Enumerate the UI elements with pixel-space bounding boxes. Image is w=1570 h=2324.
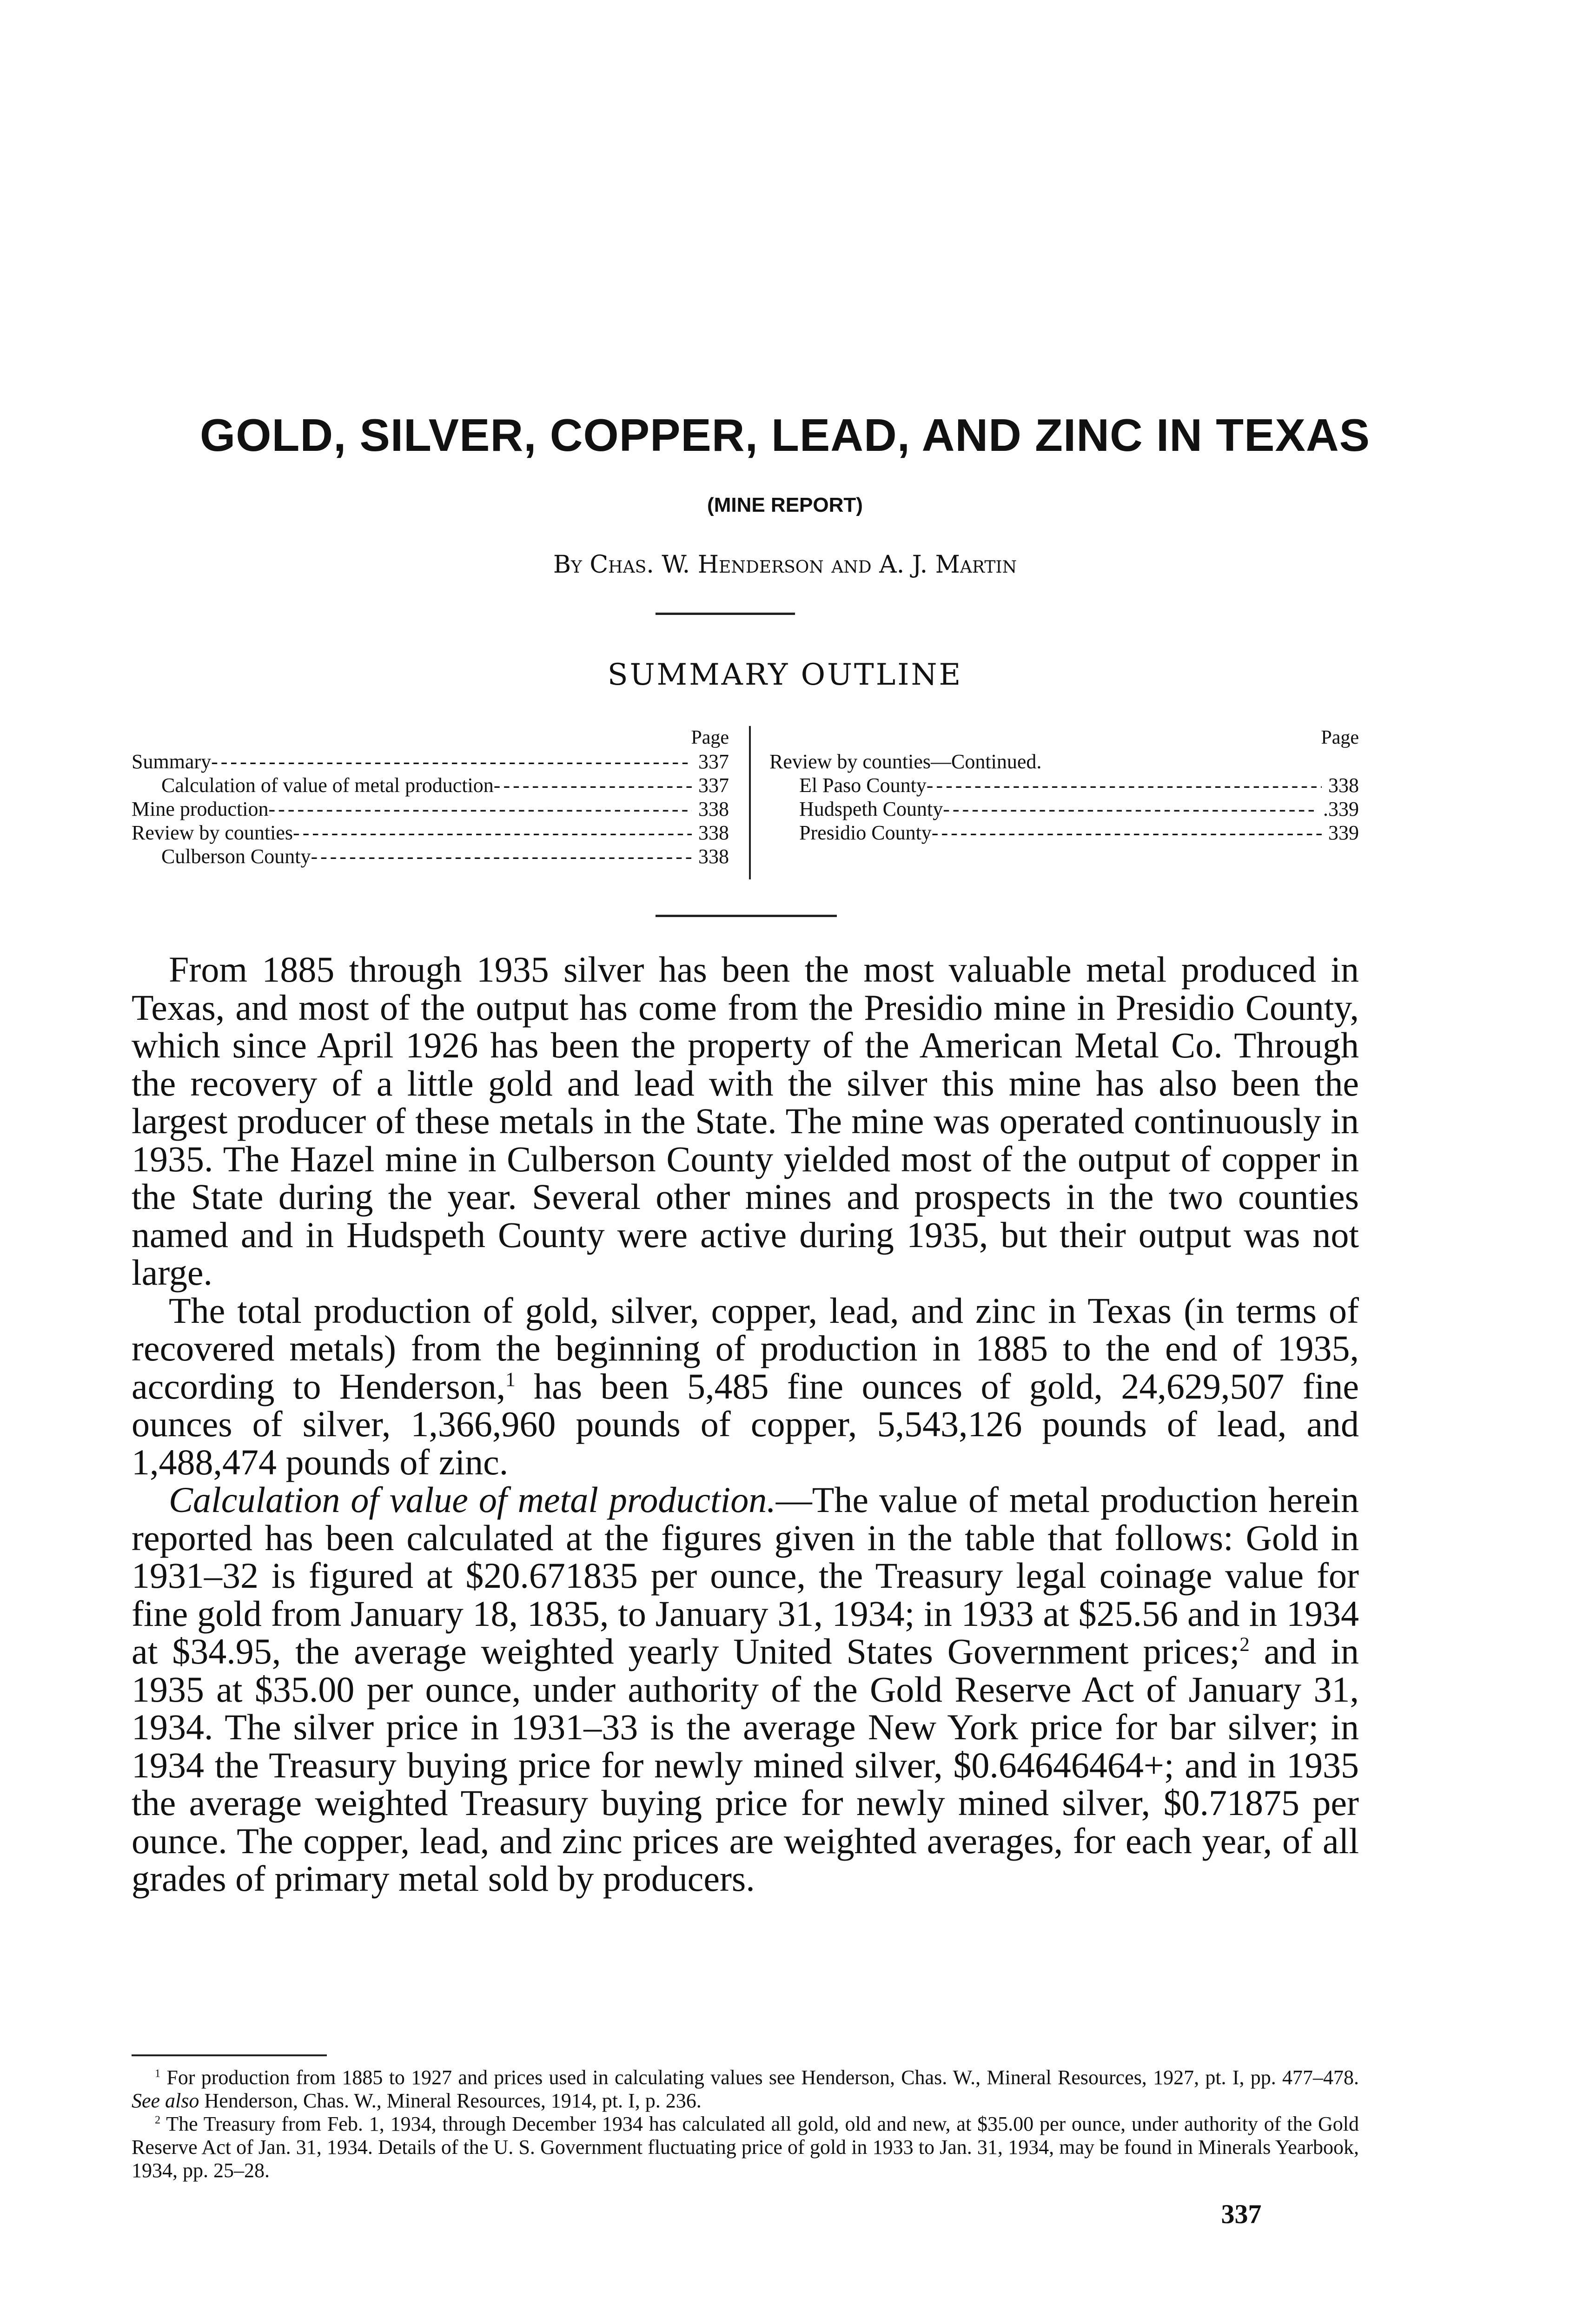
separator-rule <box>656 915 837 917</box>
footnote: $^2$ The Treasury from Feb. 1, 1934, through December 1934 has calculated all gold, old and new, at $35.00 per ounce, under authority of the Gold Reserve Act of Jan. 31, 1934. Details of the U. S. Government fluctuating price of gold in 1933 to Jan. 31, 1934, may be found in Minerals Yearbook, 1934, pp. 25–28. <box>132 2113 1359 2182</box>
page-subtitle: (MINE REPORT) <box>707 494 863 516</box>
page-title: GOLD, SILVER, COPPER, LEAD, AND ZINC IN TEXAS <box>200 409 1370 461</box>
toc-entry[interactable] <box>132 750 729 773</box>
toc-entry-label: Summary <box>132 750 212 773</box>
body-text <box>132 951 1359 1898</box>
toc-entry[interactable] <box>132 797 729 821</box>
outline-heading: SUMMARY OUTLINE <box>607 658 963 692</box>
footnote-ref[interactable]: 2 <box>1239 1634 1250 1656</box>
toc-entry-page: 337 <box>698 774 729 797</box>
toc-entry-page: 337 <box>698 750 729 773</box>
page-number: 337 <box>1221 2199 1262 2229</box>
author-byline: By Chas. W. Henderson and A. J. Martin <box>553 551 1017 579</box>
toc-entry-page: 339 <box>1328 821 1359 844</box>
footnotes <box>132 2066 1359 2182</box>
toc-entry-label: Mine production <box>132 798 269 820</box>
toc-entry-page: 338 <box>1328 774 1359 797</box>
toc-right-column <box>769 726 1359 845</box>
footnote-ref[interactable]: 1 <box>505 1368 516 1391</box>
separator-rule <box>656 613 795 615</box>
toc-entry-page: 338 <box>698 821 729 844</box>
toc-entry[interactable] <box>769 797 1359 821</box>
toc-entry[interactable] <box>132 821 729 845</box>
toc-page-header: Page <box>691 727 729 748</box>
toc-entry[interactable] <box>769 821 1359 845</box>
paragraph: From 1885 through 1935 silver has been the most valuable metal produced in Texas, and most of the output has come from the Presidio mine in Presidio County, which since April 1926 has been the property of the American Metal Co. Through the recovery of a little gold and lead with the silver this mine has also been the largest producer of these metals in the State. The mine was operated continuously in 1935. The Hazel mine in Culberson County yielded most of the output of copper in the State during the year. Several other mines and prospects in the two counties named and in Hudspeth County were active during 1935, but their output was not large. <box>132 949 1359 1293</box>
toc-entry-label: Calculation of value of metal production <box>161 774 494 797</box>
toc-entry-label: Hudspeth County <box>799 798 943 820</box>
footnote-rule <box>132 2054 327 2056</box>
toc-entry-label: Culberson County <box>161 845 311 868</box>
toc-entry-page: 338 <box>698 798 729 820</box>
section-heading: Calculation of value of metal production. <box>169 1479 776 1520</box>
toc-entry[interactable] <box>132 845 729 868</box>
toc-page-header: Page <box>1321 727 1359 748</box>
toc-entry[interactable] <box>132 773 729 797</box>
toc-entry-label: Presidio County <box>799 821 932 844</box>
toc-left-column <box>132 726 729 868</box>
toc-entry-label: El Paso County <box>799 774 927 797</box>
paragraph: Calculation of value of metal production.—The value of metal production herein reported has been calculated at the figures given in the table that follows: Gold in 1931–32 is figured at $20.671835 per ounce, the Treasury legal coinage value for fine gold from January 18, 1835, to January 31, 1934; in 1933 at $25.56 and in 1934 at $34.95, the average weighted yearly United States Government prices;$^2$ and in 1935 at $35.00 per ounce, under authority of the Gold Reserve Act of January 31, 1934. The silver price in 1931–33 is the average New York price for bar silver; in 1934 the Treasury buying price for newly mined silver, $0.64646464+; and in 1935 the average weighted Treasury buying price for newly mined silver, $0.71875 per ounce. The copper, lead, and zinc prices are weighted averages, for each year, of all grades of primary metal sold by producers. <box>132 1479 1359 1899</box>
paragraph: The total production of gold, silver, copper, lead, and zinc in Texas (in terms of recovered metals) from the beginning of production in 1885 to the end of 1935, according to Henderson,$^1$ has been 5,485 fine ounces of gold, 24,629,507 fine ounces of silver, 1,366,960 pounds of copper, 5,543,126 pounds of lead, and 1,488,474 pounds of zinc. <box>132 1290 1359 1482</box>
toc-entry-page: 338 <box>698 845 729 868</box>
footnote: $^1$ For production from 1885 to 1927 and prices used in calculating values see Henderson, Chas. W., Mineral Resources, 1927, pt. I, pp. 477–478. See also Henderson, Chas. W., Mineral Resources, 1914, pt. I, p. 236. <box>132 2066 1359 2112</box>
toc-column-divider <box>749 726 751 879</box>
toc-entry-label: Review by counties <box>132 821 293 844</box>
toc-continued-label: Review by counties—Continued. <box>769 750 1042 773</box>
toc-entry-page: .339 <box>1323 798 1359 820</box>
toc-entry[interactable] <box>769 773 1359 797</box>
